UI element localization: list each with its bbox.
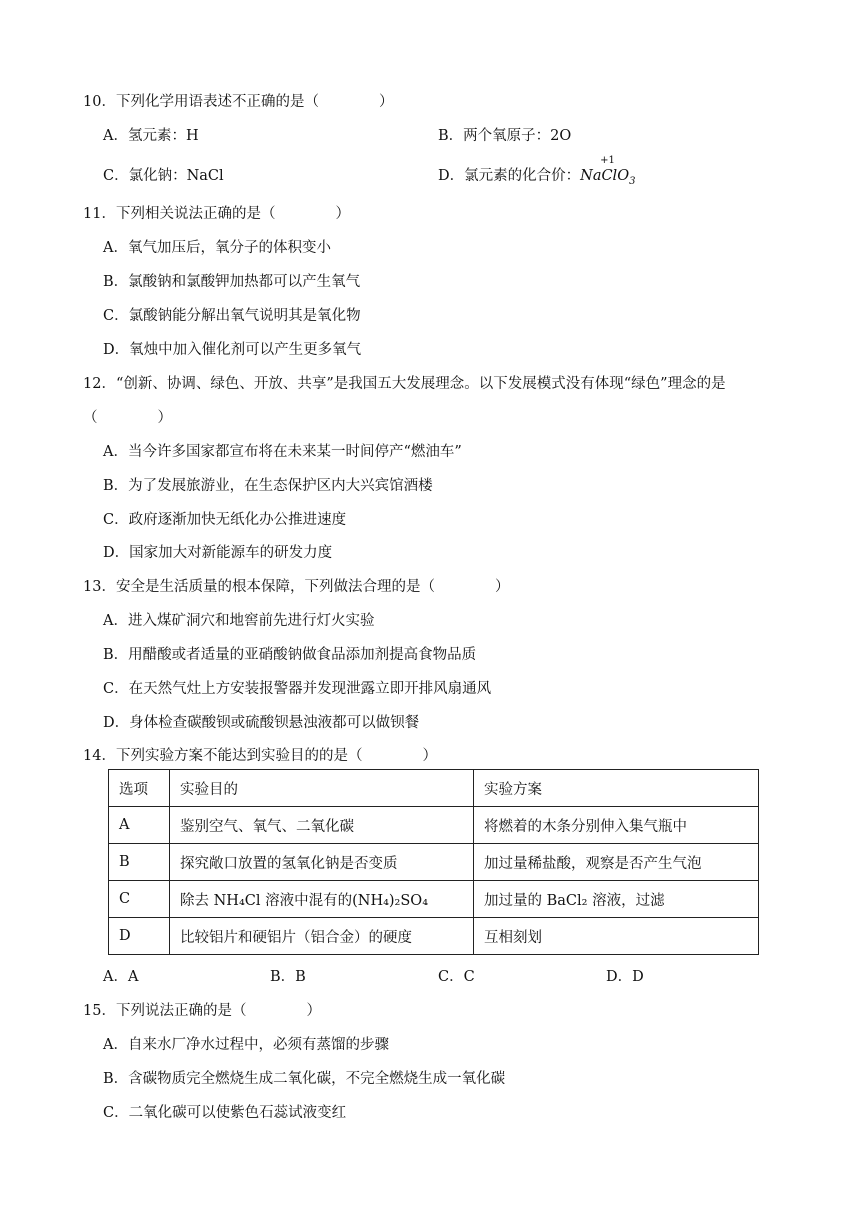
q14-option-b: B．B — [270, 969, 306, 985]
table-cell: 除去 NH₄Cl 溶液中混有的(NH₄)₂SO₄ — [170, 881, 474, 918]
q10-formula-main: NaClO — [580, 168, 630, 184]
question-13-paren-close: ） — [494, 579, 510, 595]
question-12-stem-line2 — [83, 406, 172, 427]
table-header-cell: 实验目的 — [170, 770, 474, 807]
table-row — [109, 918, 759, 955]
q10-option-b: B．两个氧原子：2O — [438, 128, 572, 144]
question-15-paren-close: ） — [306, 1003, 321, 1019]
q12-option-a: A．当今许多国家都宣布将在未来某一时间停产“燃油车” — [103, 444, 462, 460]
question-10-stem — [83, 90, 393, 111]
q14-option-a: A．A — [103, 969, 139, 985]
table-cell: 鉴别空气、氧气、二氧化碳 — [170, 807, 474, 844]
table-row — [109, 844, 759, 881]
question-15-stem — [83, 999, 321, 1020]
q10-option-d-prefix: D．氯元素的化合价： — [438, 168, 581, 184]
q10-option-c: C．氯化钠：NaCl — [103, 168, 224, 184]
table-cell: C — [109, 881, 170, 918]
table-header-cell: 选项 — [109, 770, 170, 807]
question-12-stem: 12．“创新、协调、绿色、开放、共享”是我国五大发展理念。以下发展模式没有体现“绿色”理念的是 — [83, 376, 726, 392]
question-13-stem — [83, 575, 509, 596]
table-cell: B — [109, 844, 170, 881]
table-cell: 比较铝片和硬铝片（铝合金）的硬度 — [170, 918, 474, 955]
question-12-paren-open: （ — [83, 410, 98, 426]
q15-option-b: B．含碳物质完全燃烧生成二氧化碳，不完全燃烧生成一氧化碳 — [103, 1071, 506, 1087]
table-cell: 将燃着的木条分别伸入集气瓶中 — [474, 807, 759, 844]
table-cell: A — [109, 807, 170, 844]
q11-option-b: B．氯酸钠和氯酸钾加热都可以产生氧气 — [103, 274, 361, 290]
table-cell: 加过量稀盐酸，观察是否产生气泡 — [474, 844, 759, 881]
q10-option-a: A．氢元素：H — [103, 128, 199, 144]
q15-option-c: C．二氧化碳可以使紫色石蕊试液变红 — [103, 1105, 347, 1121]
q13-option-c: C．在天然气灶上方安装报警器并发现泄露立即开排风扇通风 — [103, 681, 492, 697]
q11-option-a: A．氧气加压后，氧分子的体积变小 — [103, 240, 331, 256]
question-10-text: 10．下列化学用语表述不正确的是（ — [83, 94, 319, 110]
q11-option-c: C．氯酸钠能分解出氧气说明其是氧化物 — [103, 308, 361, 324]
q12-option-b: B．为了发展旅游业，在生态保护区内大兴宾馆酒楼 — [103, 478, 433, 494]
question-11-text: 11．下列相关说法正确的是（ — [83, 206, 276, 222]
q12-option-c: C．政府逐渐加快无纸化办公推进速度 — [103, 512, 347, 528]
q13-option-a: A．进入煤矿洞穴和地窖前先进行灯火实验 — [103, 613, 375, 629]
table-cell: 探究敞口放置的氢氧化钠是否变质 — [170, 844, 474, 881]
q11-option-d: D．氧烛中加入催化剂可以产生更多氧气 — [103, 342, 362, 358]
question-13-text: 13．安全是生活质量的根本保障，下列做法合理的是（ — [83, 579, 435, 595]
question-14-paren-close: ） — [422, 748, 437, 764]
q13-option-d: D．身体检查碳酸钡或硫酸钡悬浊液都可以做钡餐 — [103, 715, 420, 731]
table-header-row — [109, 770, 759, 807]
table-cell: 互相刻划 — [474, 918, 759, 955]
table-header-cell: 实验方案 — [474, 770, 759, 807]
q14-option-c: C．C — [438, 969, 475, 985]
question-15-text: 15．下列说法正确的是（ — [83, 1003, 247, 1019]
q10-formula-valence: +1 — [600, 155, 615, 166]
question-10-paren-close: ） — [378, 94, 394, 110]
question-14-stem — [83, 744, 437, 765]
question-14-text: 14．下列实验方案不能达到实验目的的是（ — [83, 748, 363, 764]
q12-option-d: D．国家加大对新能源车的研发力度 — [103, 545, 333, 561]
table-cell: D — [109, 918, 170, 955]
question-11-stem — [83, 202, 350, 223]
q10-formula-sub: 3 — [629, 175, 636, 187]
q15-option-a: A．自来水厂净水过程中，必须有蒸馏的步骤 — [103, 1037, 389, 1053]
question-12-paren-close: ） — [157, 410, 172, 426]
table-row — [109, 881, 759, 918]
q10-option-d — [438, 155, 636, 187]
table-row — [109, 807, 759, 844]
question-11-paren-close: ） — [335, 206, 350, 222]
q14-option-d: D．D — [606, 969, 644, 985]
table-cell: 加过量的 BaCl₂ 溶液，过滤 — [474, 881, 759, 918]
q13-option-b: B．用醋酸或者适量的亚硝酸钠做食品添加剂提高食物品质 — [103, 647, 477, 663]
experiment-table — [108, 769, 759, 955]
q10-formula — [580, 155, 636, 187]
